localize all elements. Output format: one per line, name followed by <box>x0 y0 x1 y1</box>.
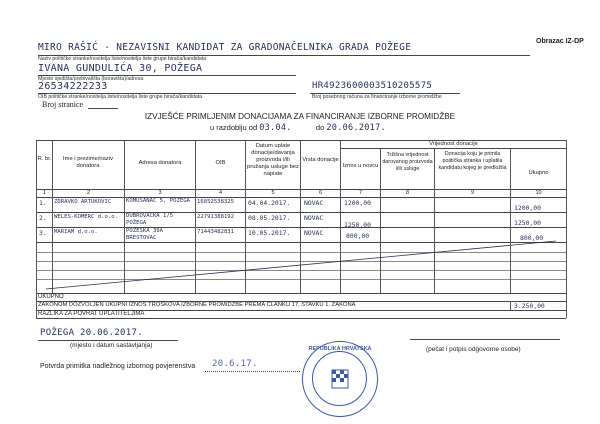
row-donor-address: DUBROVAČKA 1/5 POŽEGA <box>126 213 174 226</box>
receipt-label: Potvrda primitka nadležnog izbornog povjerenstva <box>40 363 196 370</box>
row-donor-name: WELES-KOMERC d.o.o. <box>54 214 118 220</box>
period-from: 03.04. <box>259 123 292 133</box>
row-total: 800,00 <box>520 234 544 242</box>
colnum-2: 2 <box>86 190 91 196</box>
row-donor-address: POŽEŠKA 39A BRESTOVAC <box>126 228 164 241</box>
coat-of-arms-icon <box>329 368 351 390</box>
period-mid: do <box>315 123 325 132</box>
row-rbr: 1. <box>39 199 47 207</box>
limit-label: ZAKONOM DOZVOLJEN UKUPNI IZNOS TROŠKOVA IZBORNE PROMIDŽBE PREMA ČLANKU 17. STAVKU 1. ZAKONA <box>38 302 356 308</box>
page-number-underline <box>88 108 118 109</box>
row-donor-address: KOMUŠANAC 5, POŽEGA <box>126 198 190 204</box>
place-date-caption: (mjesto i datum sastavljanja) <box>70 342 153 349</box>
iban-caption: Broj posebnog računa za financiranje izborne promidžbe <box>312 94 442 100</box>
row-donor-name: ZDRAVKO ARTUKOVIĆ <box>54 199 112 205</box>
place-date-underline <box>38 340 178 341</box>
limit-value: 3.250,00 <box>514 302 545 310</box>
page-number-label: Broj stranice <box>42 100 84 109</box>
colnum-4: 4 <box>218 190 223 196</box>
row-type: NOVAC <box>304 214 324 222</box>
total-label: UKUPNO <box>38 294 64 300</box>
header-date: Datum uplate donacije/davanja proizvoda i/ili pružanja usluge bez naplate <box>247 143 299 177</box>
row-total: 1250,00 <box>514 219 541 227</box>
colnum-9: 9 <box>470 190 475 196</box>
address-caption: Mjesto sjedišta/prebivališta (boravišta)/adresa <box>38 76 144 82</box>
row-date: 08.05.2017. <box>248 214 291 222</box>
place-date: POŽEGA 20.06.2017. <box>40 328 143 338</box>
party-name: MIRO RAŠIĆ - NEZAVISNI KANDIDAT ZA GRADONAČELNIKA GRADA POŽEGE <box>38 42 412 53</box>
row-oib: 22791388192 <box>197 214 235 220</box>
header-value-group: Vrijednost donacije <box>429 141 478 147</box>
refund-label: RAZLIKA ZA POVRAT UPLATITELJIMA <box>38 311 145 317</box>
colnum-7: 7 <box>358 190 363 196</box>
report-period <box>210 123 386 133</box>
row-cash: 1200,00 <box>344 199 371 207</box>
party-caption: Naziv političke stranke/nositelja liste/nositelja liste grupe birača/kandidata <box>38 56 207 62</box>
header-returned: Donacija koju je primila politička stranka i uplatila kandidatu kojeg je predložila <box>438 151 507 171</box>
header-goods: Tržišna vrijednost darovanog proizvoda i/ili usluge <box>382 152 433 172</box>
header-name: Ime i prezime/naziv donatora <box>63 156 113 169</box>
row-type: NOVAC <box>304 199 324 207</box>
colnum-3: 3 <box>158 190 162 196</box>
colnum-1: 1 <box>42 190 47 196</box>
official-stamp <box>302 341 378 417</box>
header-type: Vrsta donacije <box>302 157 339 163</box>
row-rbr: 3. <box>39 229 47 237</box>
period-prefix: u razdoblju od <box>210 123 258 132</box>
row-date: 04.04.2017. <box>248 199 291 207</box>
row-cash: 1250,00 <box>344 221 371 229</box>
row-oib: 71443482831 <box>197 229 235 235</box>
report-title: IZVJEŠĆE PRIMLJENIM DONACIJAMA ZA FINANCIRANJE IZBORNE PROMIDŽBE <box>144 112 456 121</box>
form-code: Obrazac IZ-DP <box>536 38 584 45</box>
party-iban: HR4923600003510205575 <box>312 81 433 91</box>
row-date: 10.05.2017. <box>248 229 291 237</box>
colnum-5: 5 <box>271 190 275 196</box>
stamp-text: REPUBLIKA HRVATSKA <box>308 346 372 352</box>
row-cash: 800,00 <box>346 232 370 240</box>
colnum-8: 8 <box>405 190 410 196</box>
colnum-10: 10 <box>535 190 542 196</box>
header-address: Adresa donatora <box>138 160 182 166</box>
header-cash: Iznos u novcu <box>342 163 379 169</box>
party-oib: 26534222233 <box>38 81 108 92</box>
oib-caption: OIB političke stranke/nositelja liste/nositelja liste grupe birača/kandidata <box>38 94 203 100</box>
row-oib: 16852538325 <box>197 199 235 205</box>
header-oib: OIB <box>215 160 226 166</box>
empty-rows-strike <box>36 227 566 293</box>
colnum-6: 6 <box>318 190 323 196</box>
receipt-underline <box>205 371 300 372</box>
row-total: 1200,00 <box>514 204 541 212</box>
party-address: IVANA GUNDULIĆA 30, POŽEGA <box>38 63 203 74</box>
row-type: NOVAC <box>304 229 324 237</box>
row-rbr: 2. <box>39 214 47 222</box>
signature-line <box>410 339 560 340</box>
header-total: Ukupno <box>528 170 549 176</box>
period-to: 20.06.2017. <box>326 123 386 133</box>
header-rbr: R. br. <box>37 156 52 162</box>
receipt-value: 20.6.17. <box>212 359 258 369</box>
stamp-caption: (pečat i potpis odgovorne osobe) <box>426 346 521 353</box>
row-donor-name: MARIAM d.o.o. <box>54 229 98 235</box>
